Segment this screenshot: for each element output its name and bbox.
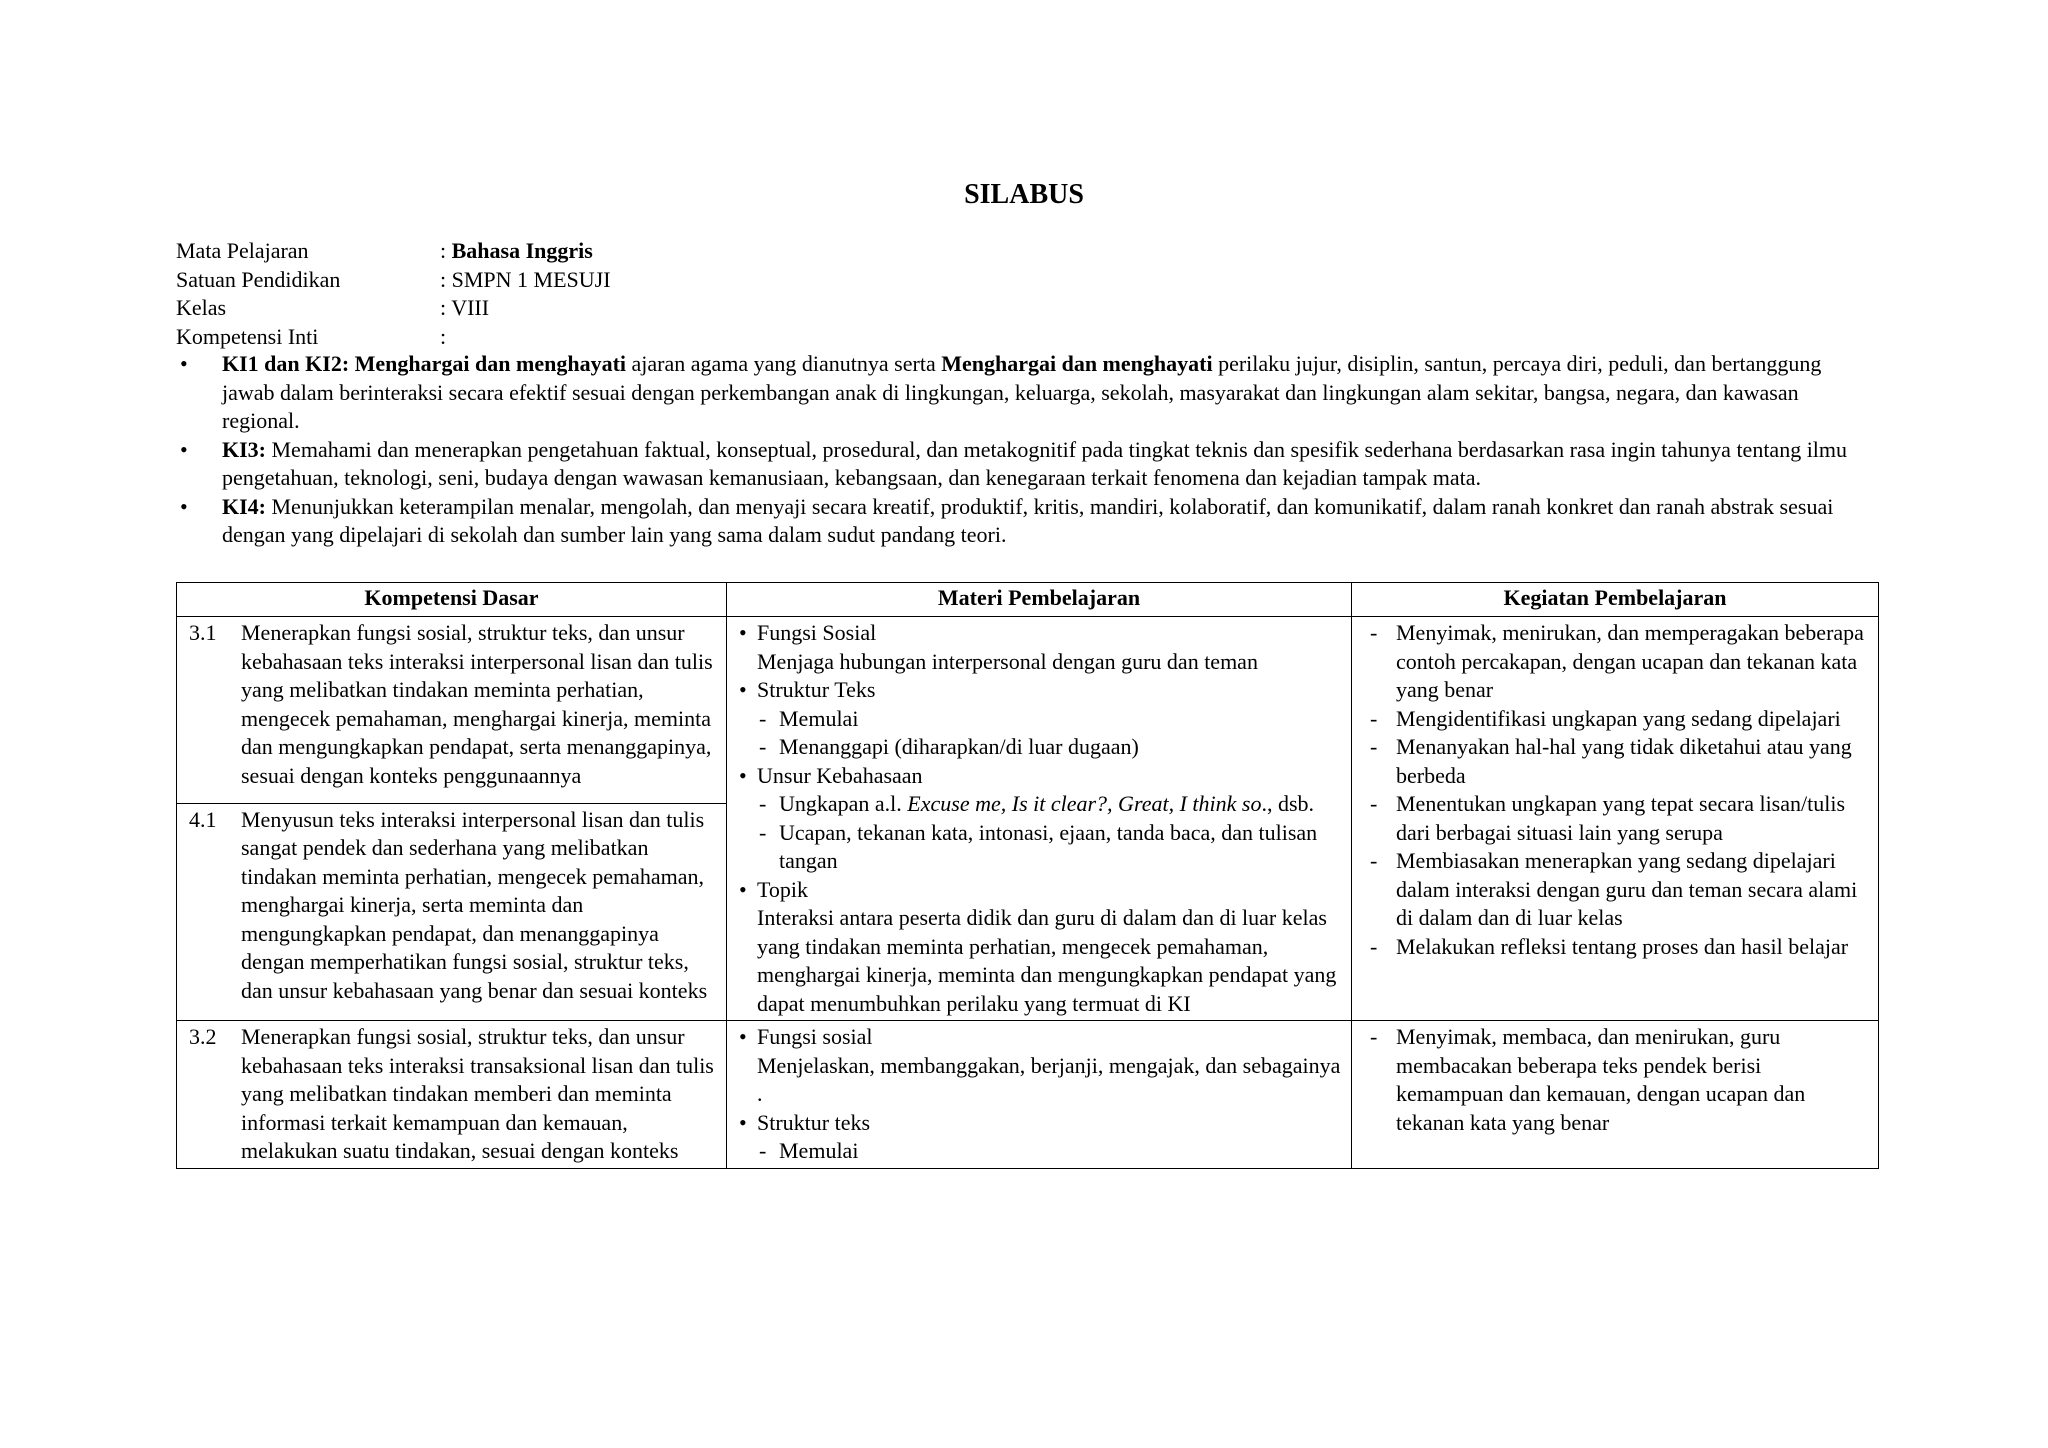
meta-value: : Bahasa Inggris <box>440 238 593 263</box>
header-materi-pembelajaran: Materi Pembelajaran <box>727 583 1352 617</box>
list-item: • Fungsi sosial <box>739 1024 873 1049</box>
meta-label: Kelas <box>176 295 227 320</box>
meta-row-school <box>176 266 611 295</box>
header-kegiatan-pembelajaran: Kegiatan Pembelajaran <box>1352 583 1879 617</box>
materi-cell-1 <box>727 617 1352 1021</box>
list-item-text: Interaksi antara peserta didik dan guru di dalam dan di luar kelas yang tindakan meminta perhatian, mengecek pemahaman, menghargai kinerja, meminta dan mengungkapkan pendapat yang dapat menumbuhkan perilaku yang termuat di KI <box>757 905 1337 1016</box>
ki-item-3: • KI3: Memahami dan menerapkan pengetahuan faktual, konseptual, prosedural, dan metakognitif pada tingkat teknis dan spesifik sederhana berdasarkan rasa ingin tahunya tentang ilmu pengetahuan, teknologi, seni, budaya dengan wawasan kemanusiaan, kebangsaan, dan kenegaraan terkait fenomena dan kejadian tampak mata. <box>180 436 1848 490</box>
activity-item: - Melakukan refleksi tentang proses dan hasil belajar <box>1370 933 1849 959</box>
syllabus-table <box>176 582 1879 1169</box>
ki-item-1-2: • KI1 dan KI2: Menghargai dan menghayati ajaran agama yang dianutnya serta Menghargai dan menghayati perilaku jujur, disiplin, santun, percaya diri, peduli, dan bertanggung jawab dalam berinteraksi secara efektif sesuai dengan perkembangan anak di lingkungan, keluarga, sekolah, masyarakat dan lingkungan alam sekitar, bangsa, negara, dan kawasan regional. <box>180 351 1822 433</box>
activity-item: - Membiasakan menerapkan yang sedang dipelajari dalam interaksi dengan guru dan teman secara alami di dalam dan di luar kelas <box>1370 848 1858 930</box>
kd-number: 3.2 <box>189 1024 217 1049</box>
sub-item: - Memulai <box>759 705 859 731</box>
header-kompetensi-dasar: Kompetensi Dasar <box>177 583 727 617</box>
kegiatan-cell-2 <box>1352 1021 1879 1169</box>
meta-value: : VIII <box>440 295 490 320</box>
activity-item: - Menentukan ungkapan yang tepat secara lisan/tulis dari berbagai situasi lain yang serupa <box>1370 791 1846 845</box>
kd-cell-4-1 <box>177 803 727 1020</box>
table-row <box>177 617 1879 804</box>
bullet-icon: • <box>180 436 188 462</box>
meta-row-core-competence <box>176 323 611 352</box>
materi-cell-2 <box>727 1021 1352 1169</box>
kd-number: 4.1 <box>189 806 217 832</box>
kd-text: Menyusun teks interaksi interpersonal lisan dan tulis sangat pendek dan sederhana yang melibatkan tindakan meminta perhatian, mengecek pemahaman, menghargai kinerja, serta meminta dan mengungkapkan pendapat, dan menanggapinya dengan memperhatikan fungsi sosial, struktur teks, dan unsur kebahasaan yang benar dan sesuai konteks <box>241 806 708 1003</box>
kd-cell-3-1 <box>177 617 727 804</box>
sub-item: - Menanggapi (diharapkan/di luar dugaan) <box>759 734 1139 759</box>
meta-row-subject <box>176 237 611 266</box>
kd-text: Menerapkan fungsi sosial, struktur teks, dan unsur kebahasaan teks interaksi interpersonal lisan dan tulis yang melibatkan tindakan meminta perhatian, mengecek pemahaman, menghargai kinerja, meminta dan mengungkapkan pendapat, serta menanggapinya, sesuai dengan konteks penggunaannya <box>241 620 713 788</box>
meta-label: Mata Pelajaran <box>176 238 309 263</box>
activity-item: - Menyimak, membaca, dan menirukan, guru membacakan beberapa teks pendek berisi kemampuan dan kemauan, dengan ucapan dan tekanan kata yang benar <box>1370 1024 1806 1135</box>
core-competence-list <box>176 350 1878 550</box>
kd-cell-3-2 <box>177 1021 727 1169</box>
bullet-icon: • <box>180 351 188 376</box>
activity-item: - Menyimak, menirukan, dan memperagakan beberapa contoh percakapan, dengan ucapan dan tekanan kata yang benar <box>1370 620 1864 702</box>
page-title: SILABUS <box>964 179 1084 210</box>
list-item: • Fungsi Sosial <box>739 620 877 645</box>
sub-item: - Memulai <box>759 1138 859 1163</box>
table-row <box>177 1021 1879 1169</box>
meta-label: Satuan Pendidikan <box>176 266 341 292</box>
meta-label: Kompetensi Inti <box>176 323 319 349</box>
table-header-row <box>177 583 1879 617</box>
meta-row-class <box>176 294 611 323</box>
kd-number: 3.1 <box>189 620 217 645</box>
sub-item: - Ungkapan a.l. Excuse me, Is it clear?, Great, I think so., dsb. <box>759 791 1315 816</box>
identity-block <box>176 237 611 351</box>
meta-value: : <box>440 323 447 349</box>
activity-item: - Mengidentifikasi ungkapan yang sedang dipelajari <box>1370 705 1841 731</box>
meta-value: : SMPN 1 MESUJI <box>440 266 611 292</box>
ki-item-4: • KI4: Menunjukkan keterampilan menalar, mengolah, dan menyaji secara kreatif, produktif, kritis, mandiri, kolaboratif, dan komunikatif, dalam ranah konkret dan ranah abstrak sesuai dengan yang dipelajari di sekolah dan sumber lain yang sama dalam sudut pandang teori. <box>180 493 1834 547</box>
kegiatan-cell-1 <box>1352 617 1879 1021</box>
list-item: • Topik <box>739 876 809 902</box>
kd-text: Menerapkan fungsi sosial, struktur teks, dan unsur kebahasaan teks interaksi transaksional lisan dan tulis yang melibatkan tindakan memberi dan meminta informasi terkait kemampuan dan kemauan, melakukan suatu tindakan, sesuai dengan konteks <box>241 1024 714 1163</box>
list-item-text: Menjelaskan, membanggakan, berjanji, mengajak, dan sebagainya . <box>757 1052 1341 1106</box>
activity-item: - Menanyakan hal-hal yang tidak diketahui atau yang berbeda <box>1370 734 1852 788</box>
list-item: • Unsur Kebahasaan <box>739 762 923 788</box>
list-item: • Struktur Teks <box>739 677 876 702</box>
bullet-icon: • <box>180 493 188 519</box>
list-item: • Struktur teks <box>739 1109 871 1135</box>
sub-item: - Ucapan, tekanan kata, intonasi, ejaan, tanda baca, dan tulisan tangan <box>759 819 1318 873</box>
list-item-text: Menjaga hubungan interpersonal dengan guru dan teman <box>757 648 1258 674</box>
